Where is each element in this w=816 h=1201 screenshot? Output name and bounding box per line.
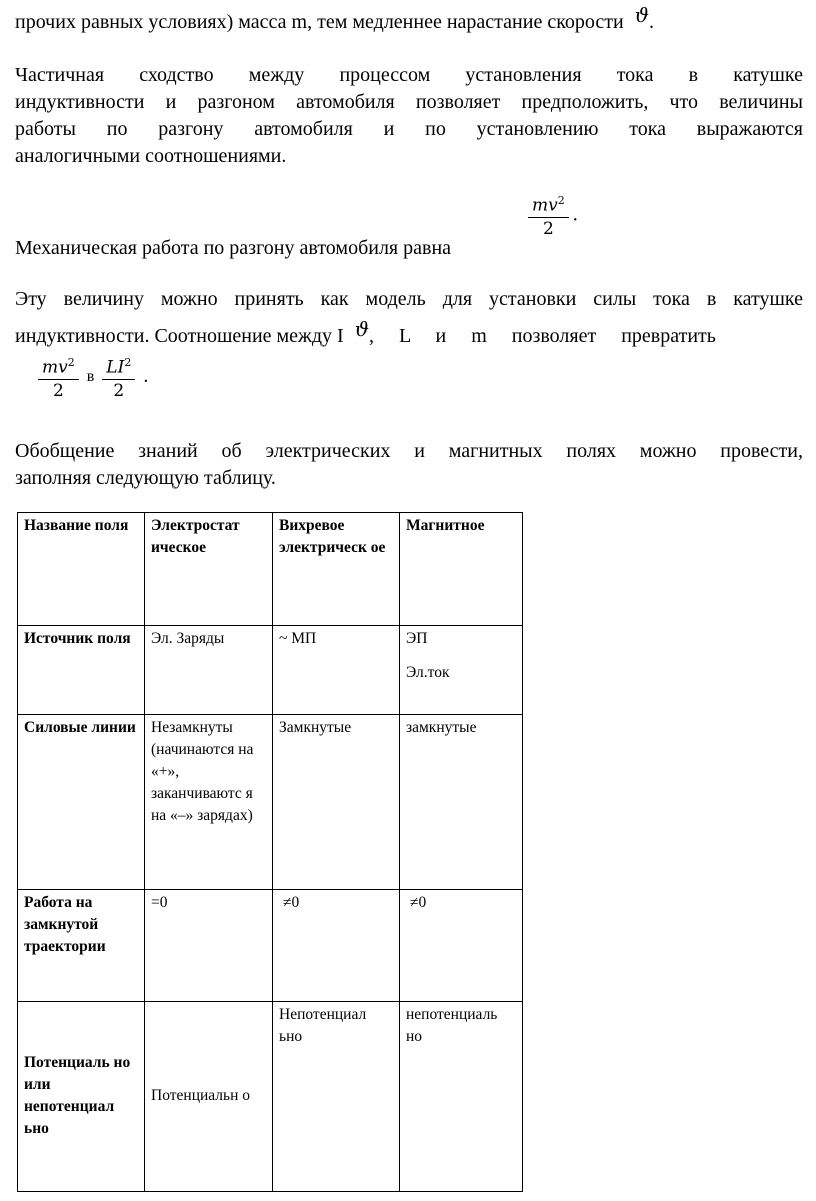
into-word: в bbox=[86, 367, 95, 385]
row-label: Силовые линии bbox=[18, 715, 145, 890]
frac1-num: mv bbox=[42, 357, 68, 378]
table-cell: ≠0 bbox=[273, 890, 400, 1002]
fraction-mv2-over-2 bbox=[528, 190, 569, 240]
table-row bbox=[18, 626, 523, 715]
model-line-1: Эту величину можно принять как модель для установки силы тока в катушке bbox=[15, 288, 803, 310]
formula-period: . bbox=[572, 203, 578, 226]
table-cell: =0 bbox=[145, 890, 273, 1002]
table-cell: ~ МП bbox=[273, 626, 400, 715]
table-cell: Потенциальн о bbox=[145, 1002, 273, 1192]
frac1-exp: 2 bbox=[67, 356, 75, 369]
analogy-line-2: индуктивности и разгоном автомобиля позволяет предположить, что величины bbox=[15, 91, 803, 113]
mechanical-work-text: Механическая работа по разгону автомобиля равна bbox=[15, 237, 452, 259]
header-cell: Вихревое электрическ ое bbox=[273, 513, 400, 626]
intro-paragraph bbox=[15, 3, 805, 36]
row-label: Источник поля bbox=[18, 626, 145, 715]
table-cell: непотенциаль но bbox=[400, 1002, 523, 1192]
table-row bbox=[18, 1002, 523, 1192]
cell-line: Эл.ток bbox=[406, 664, 450, 681]
model-line-2b: , L и m позволяет превратить bbox=[369, 325, 716, 347]
formula-den: 2 bbox=[542, 218, 554, 239]
model-period: . bbox=[143, 365, 149, 388]
analogy-line-3: работы по разгону автомобиля и по установлению тока выражаются bbox=[15, 118, 803, 140]
table-row bbox=[18, 715, 523, 890]
summary-paragraph bbox=[15, 438, 803, 492]
frac1-den: 2 bbox=[52, 380, 64, 401]
summary-line-2: заполняя следующую таблицу. bbox=[15, 467, 276, 489]
table-row bbox=[18, 890, 523, 1002]
table-cell bbox=[400, 626, 523, 715]
fields-table bbox=[17, 512, 523, 1192]
analogy-line-4: аналогичными соотношениями. bbox=[15, 145, 287, 167]
analogy-line-1: Частичная сходство между процессом установления тока в катушке bbox=[15, 64, 803, 86]
frac2-exp: 2 bbox=[124, 356, 132, 369]
intro-text: прочих равных условиях) масса m, тем медленнее нарастание скорости bbox=[15, 11, 624, 33]
frac2-den: 2 bbox=[113, 380, 125, 401]
header-cell: Электростат ическое bbox=[145, 513, 273, 626]
intro-period: . bbox=[649, 11, 655, 33]
row-label: Потенциаль но или непотенциал ьно bbox=[18, 1002, 145, 1192]
model-paragraph bbox=[15, 286, 803, 350]
summary-line-1: Обобщение знаний об электрических и магнитных полях можно провести, bbox=[15, 440, 803, 462]
table-cell: Незамкнуты (начинаются на «+», заканчиваютс я на «–» зарядах) bbox=[145, 715, 273, 890]
formula-exp: 2 bbox=[557, 194, 565, 207]
table-cell: Непотенциал ьно bbox=[273, 1002, 400, 1192]
row-label: Работа на замкнутой траектории bbox=[18, 890, 145, 1002]
header-cell: Магнитное bbox=[400, 513, 523, 626]
formula-num: mv bbox=[532, 195, 558, 216]
header-cell: Название поля bbox=[18, 513, 145, 626]
model-line-2a: индуктивности. Соотношение между I bbox=[15, 325, 344, 347]
analogy-paragraph bbox=[15, 62, 803, 170]
mechanical-formula bbox=[528, 190, 578, 240]
frac2-num: LI bbox=[106, 357, 125, 378]
table-cell: Эл. Заряды bbox=[145, 626, 273, 715]
fraction-mv2-over-2-b bbox=[38, 352, 79, 402]
model-formulas bbox=[38, 352, 148, 402]
theta-symbol: ϑ bbox=[634, 3, 650, 27]
fraction-li2-over-2 bbox=[102, 352, 135, 402]
model-line-2 bbox=[15, 317, 803, 350]
table-cell: ≠0 bbox=[400, 890, 523, 1002]
table-cell: замкнутые bbox=[400, 715, 523, 890]
table-cell: Замкнутые bbox=[273, 715, 400, 890]
theta-symbol-2: ϑ bbox=[354, 317, 370, 341]
cell-line: ЭП bbox=[406, 630, 428, 647]
table-row bbox=[18, 513, 523, 626]
